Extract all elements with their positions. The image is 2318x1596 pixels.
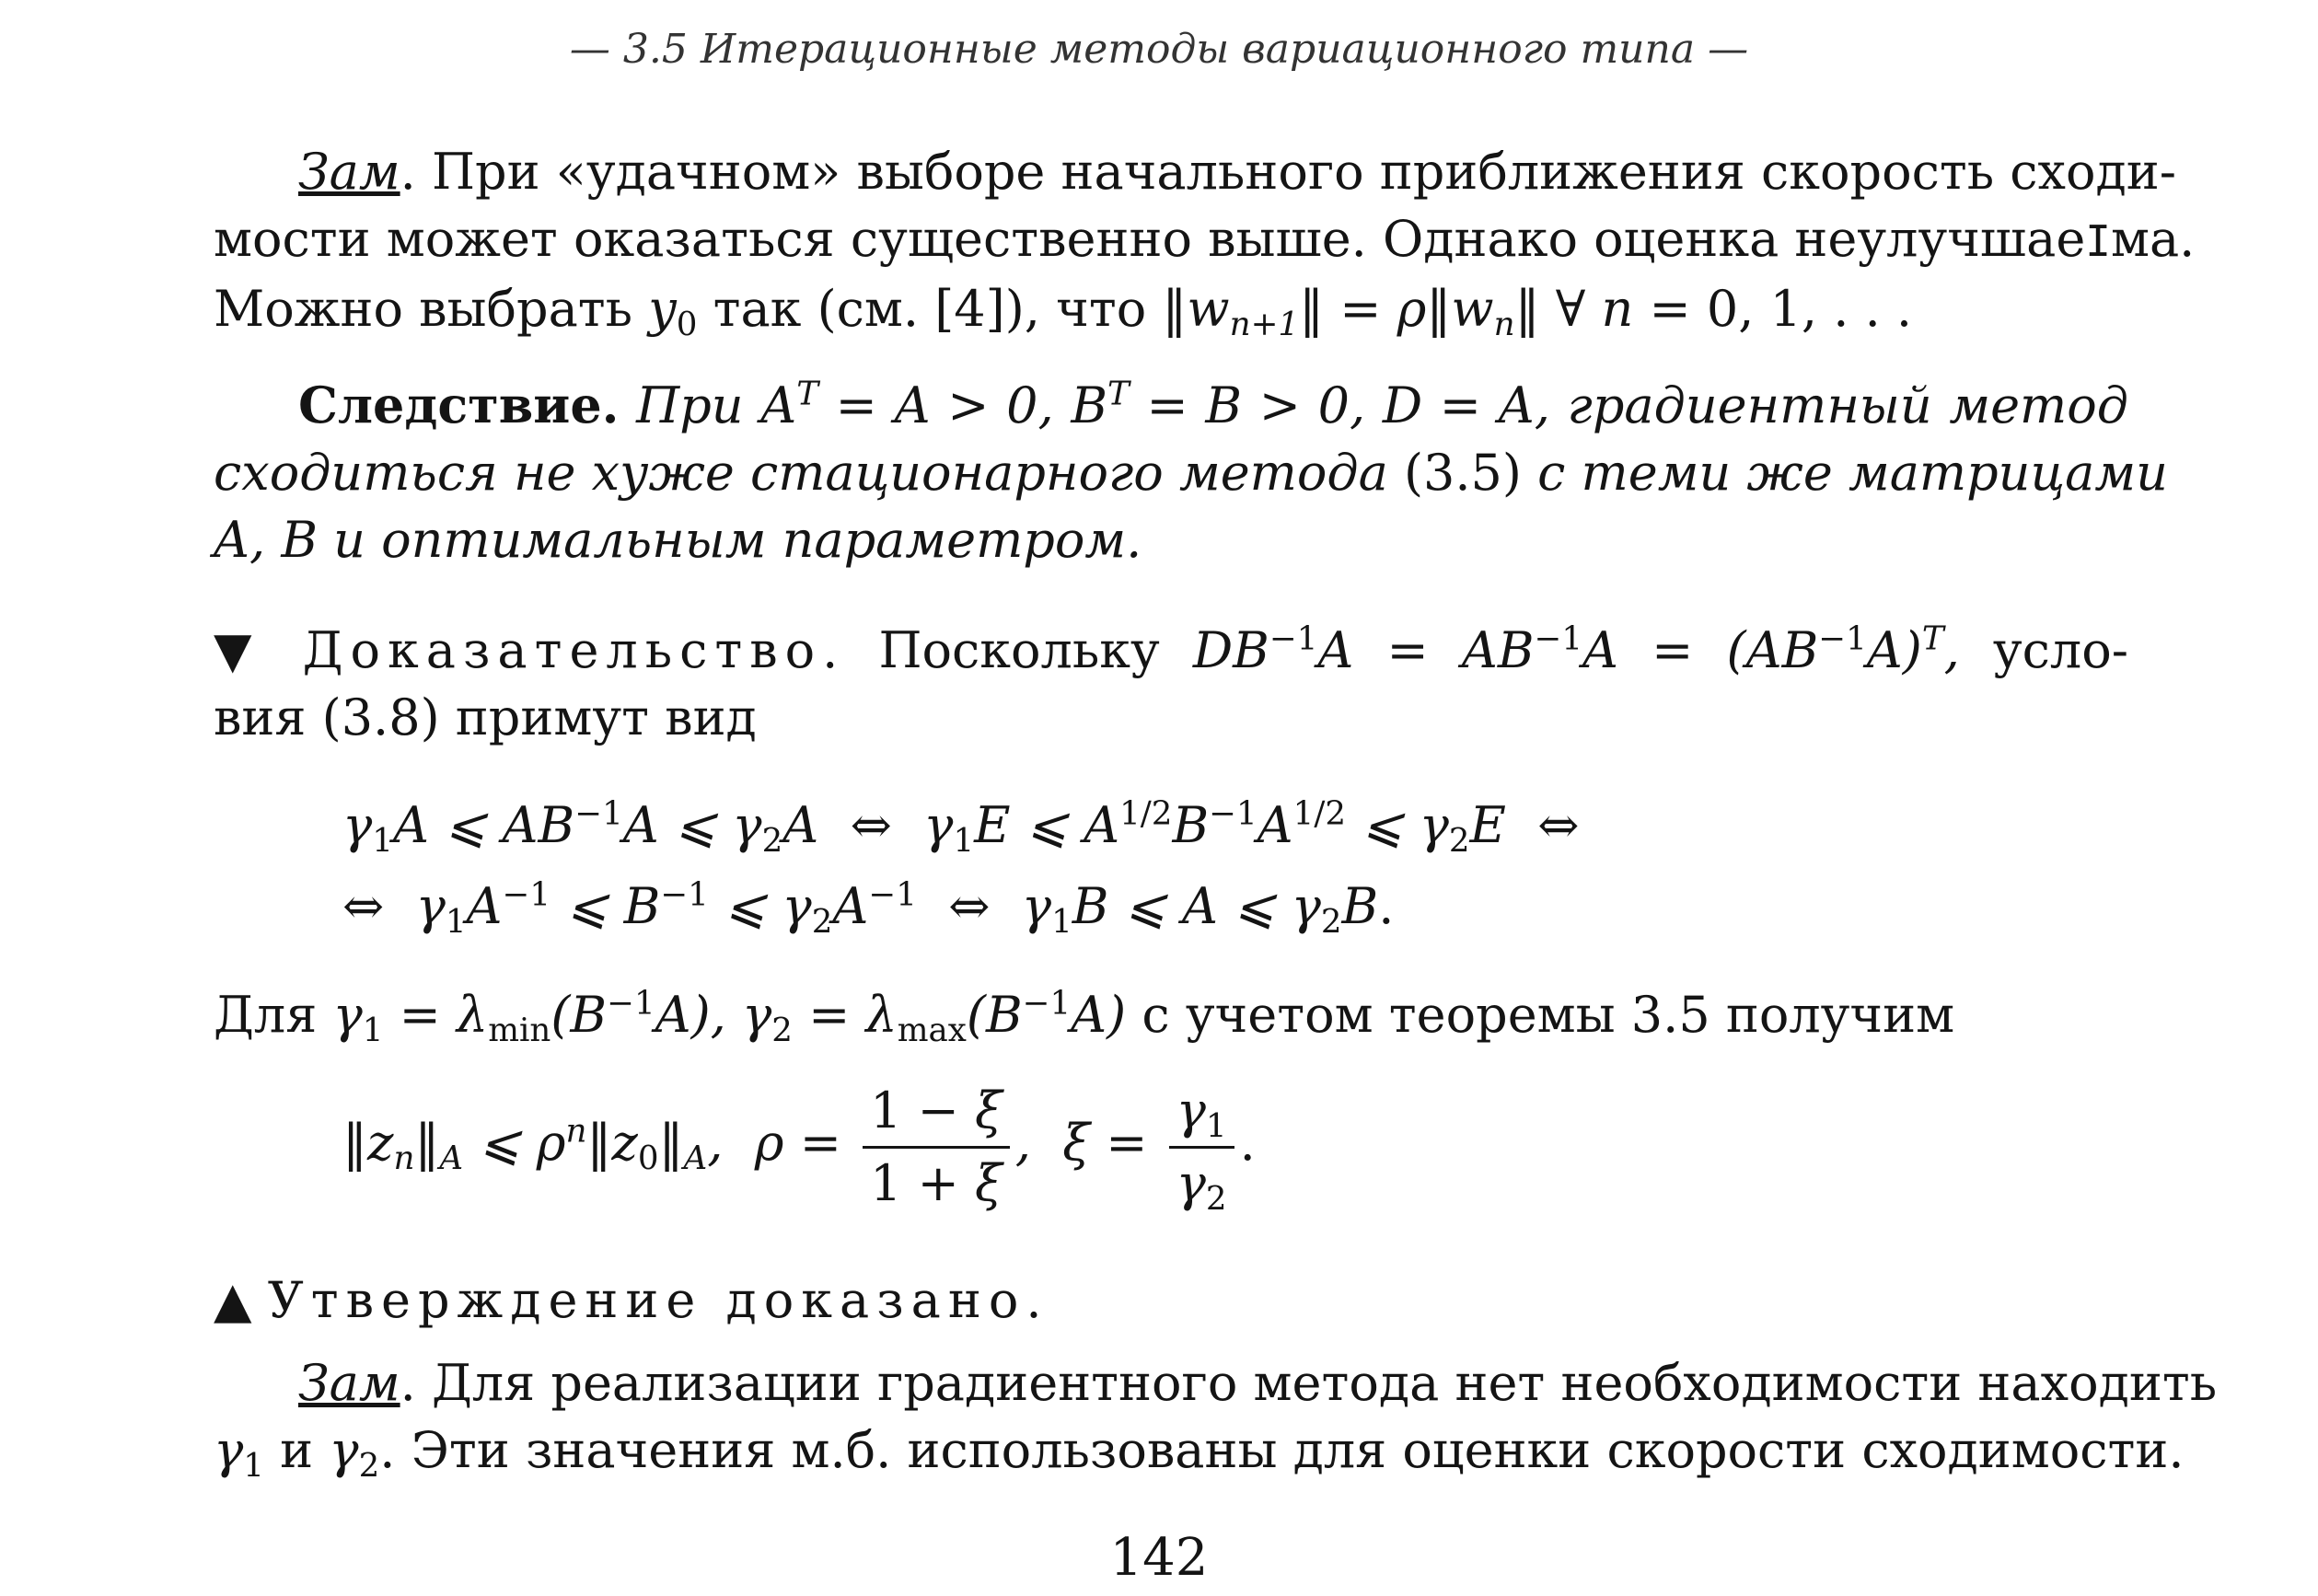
remark-1-line-3: Можно выбрать $y_0$ так (см. [4]), что $‖w_{n+1}‖$ = $\rho‖w_n‖$ ∀ n = 0, 1, . . .: [214, 280, 1913, 343]
remark-2-label: Зам: [298, 1354, 400, 1412]
corollary: [214, 372, 2168, 573]
running-title: — 3.5 Итерационные методы вариационного типа —: [569, 26, 1749, 73]
proof-start-marker: ▼: [214, 621, 270, 679]
equation-1: $\gamma_1A$ ⩽ $AB^{-1}A$ ⩽ $\gamma_2A$ ⇔ $\gamma_1E$ ⩽ $A^{1/2}B^{-1}A^{1/2}$ ⩽ $\gamma_2E$ ⇔: [342, 794, 1580, 860]
corollary-line-2: сходиться не хуже стационарного метода (3.5) с теми же матрицами: [214, 444, 2168, 502]
corollary-label: Следствие.: [298, 376, 620, 434]
proof: [214, 617, 2128, 751]
remark-2-line-2: $\gamma_1$ и $\gamma_2$. Эти значения м.б. использованы для оценки скорости сходимости.: [214, 1421, 2185, 1485]
page-number: 142: [1109, 1528, 1209, 1588]
remark-label: Зам: [298, 143, 400, 201]
proof-end-marker: ▲: [214, 1271, 252, 1329]
remark-1-line-1: Зам. При «удачном» выборе начального приближения скорость сходи-: [298, 143, 2176, 201]
remark-2: [214, 1349, 2218, 1485]
equation-3: $‖z_n‖_A$ ⩽ $\rho^n‖z_0‖_A$, ρ = $\frac{1 - \xi}{1 + \xi}$ , ξ = $\frac{\gamma_1}{\gamma_2}$ .: [342, 1081, 1256, 1218]
text-cursor-icon: I: [2085, 216, 2111, 266]
formula-dba: $DB^{-1}A = AB^{-1}A = (AB^{-1}A)^T$,: [1192, 619, 1960, 679]
corollary-line-3: A, B и оптимальным параметром.: [214, 511, 1142, 569]
remark-1: [214, 138, 2196, 343]
remark-2-line-1: Зам. Для реализации градиентного метода нет необходимости находить: [298, 1354, 2218, 1412]
remark-1-line-2: мости может оказаться существенно выше. Однако оценка неулучшаеIма.: [214, 210, 2196, 268]
formula-gamma-lambda: $\gamma_1 = \lambda_{min}(B^{-1}A)$, $\gamma_2 = \lambda_{max}(B^{-1}A)$: [332, 984, 1127, 1049]
equation-2: ⇔ $\gamma_1A^{-1}$ ⩽ $B^{-1}$ ⩽ $\gamma_2A^{-1}$ ⇔ $\gamma_1B$ ⩽ A ⩽ $\gamma_2B$.: [342, 875, 1395, 941]
proof-end-label: Утверждение доказано.: [267, 1271, 1049, 1329]
proof-line-2: вия (3.8) примут вид: [214, 688, 757, 746]
proof-label: Доказательство.: [302, 621, 846, 679]
formula-norm-ratio: $‖w_{n+1}‖$ = $\rho‖w_n‖$ ∀ n = 0, 1, . . .: [1162, 280, 1913, 343]
proof-line-3: Для $\gamma_1 = \lambda_{min}(B^{-1}A)$, $\gamma_2 = \lambda_{max}(B^{-1}A)$ с учетом теоремы 3.5 получим: [214, 984, 1955, 1049]
corollary-line-1: Следствие. При $A^T = A > 0$, $B^T = B > 0$, D = A, градиентный метод: [298, 375, 2128, 434]
proof-end: [214, 1266, 2128, 1334]
proof-line-1: ▼ Доказательство. Поскольку $DB^{-1}A = AB^{-1}A = (AB^{-1}A)^T$, усло-: [214, 619, 2128, 679]
